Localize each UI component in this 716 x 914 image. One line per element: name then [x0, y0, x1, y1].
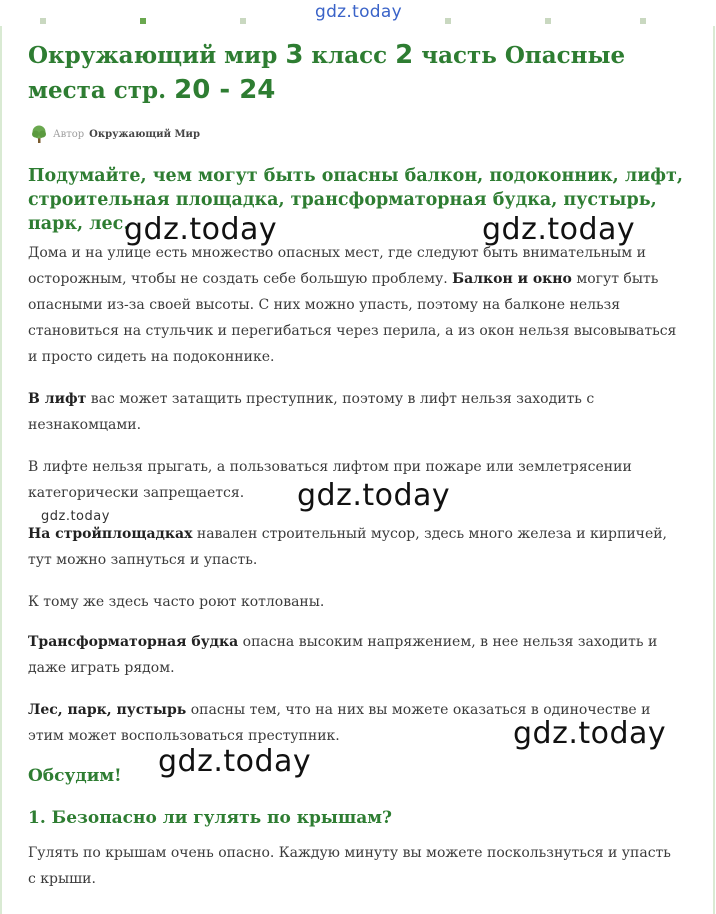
top-bar: [0, 0, 716, 26]
nav-tick: [640, 18, 646, 24]
paragraph: К тому же здесь часто роют котлованы.: [28, 594, 325, 610]
left-border: [0, 26, 2, 914]
watermark: gdz.today: [482, 212, 636, 247]
nav-tick: [240, 18, 246, 24]
author-line: [29, 124, 200, 144]
question-1-heading: 1. Безопасно ли гулять по крышам?: [28, 808, 392, 828]
right-border: [713, 26, 715, 914]
author-name[interactable]: Окружающий Мир: [89, 128, 200, 140]
paragraph: В лифт вас может затащить преступник, поэтому в лифт нельзя заходить с незнакомцами.: [28, 391, 595, 433]
question-heading: Подумайте, чем могут быть опасны балкон, подоконник, лифт, строительная площадка, трансформаторная будка, пустырь, парк, лес.: [28, 166, 683, 234]
page-title: Окружающий мир 3 класс 2 часть Опасные места стр. 20 - 24: [28, 40, 626, 105]
paragraph: На стройплощадках навален строительный мусор, здесь много железа и кирпичей, тут можно запнуться и упасть.: [28, 526, 668, 568]
author-label: Автор: [53, 128, 85, 140]
discuss-heading: Обсудим!: [28, 766, 122, 786]
watermark: gdz.today: [41, 509, 110, 524]
paragraph: Лес, парк, пустырь опасны тем, что на них вы можете оказаться в одиночестве и этим может воспользоваться преступник.: [28, 702, 651, 744]
watermark: gdz.today: [297, 478, 451, 513]
site-logo[interactable]: gdz.today: [315, 2, 402, 22]
paragraph: Дома и на улице есть множество опасных мест, где следуют быть внимательным и осторожным, чтобы не создать себе большую проблему. Балкон и окно могут быть опасными из-за своей высоты. С них можно упасть, поэтому на балконе нельзя становиться на стульчик и перегибаться через перила, а из окон нельзя высовываться и просто сидеть на подоконнике.: [28, 245, 677, 365]
nav-tick: [445, 18, 451, 24]
watermark: gdz.today: [124, 212, 278, 247]
watermark: gdz.today: [513, 716, 667, 751]
watermark: gdz.today: [158, 744, 312, 779]
answer-paragraph: Гулять по крышам очень опасно. Каждую минуту вы можете поскользнуться и упасть с крыши.: [28, 845, 671, 887]
tree-icon: [29, 124, 49, 144]
paragraph: В лифте нельзя прыгать, а пользоваться лифтом при пожаре или землетрясении категорически запрещается.: [28, 459, 632, 501]
nav-tick: [545, 18, 551, 24]
nav-tick: [40, 18, 46, 24]
paragraph: Трансформаторная будка опасна высоким напряжением, в нее нельзя заходить и даже играть рядом.: [28, 634, 658, 676]
nav-tick: [140, 18, 146, 24]
